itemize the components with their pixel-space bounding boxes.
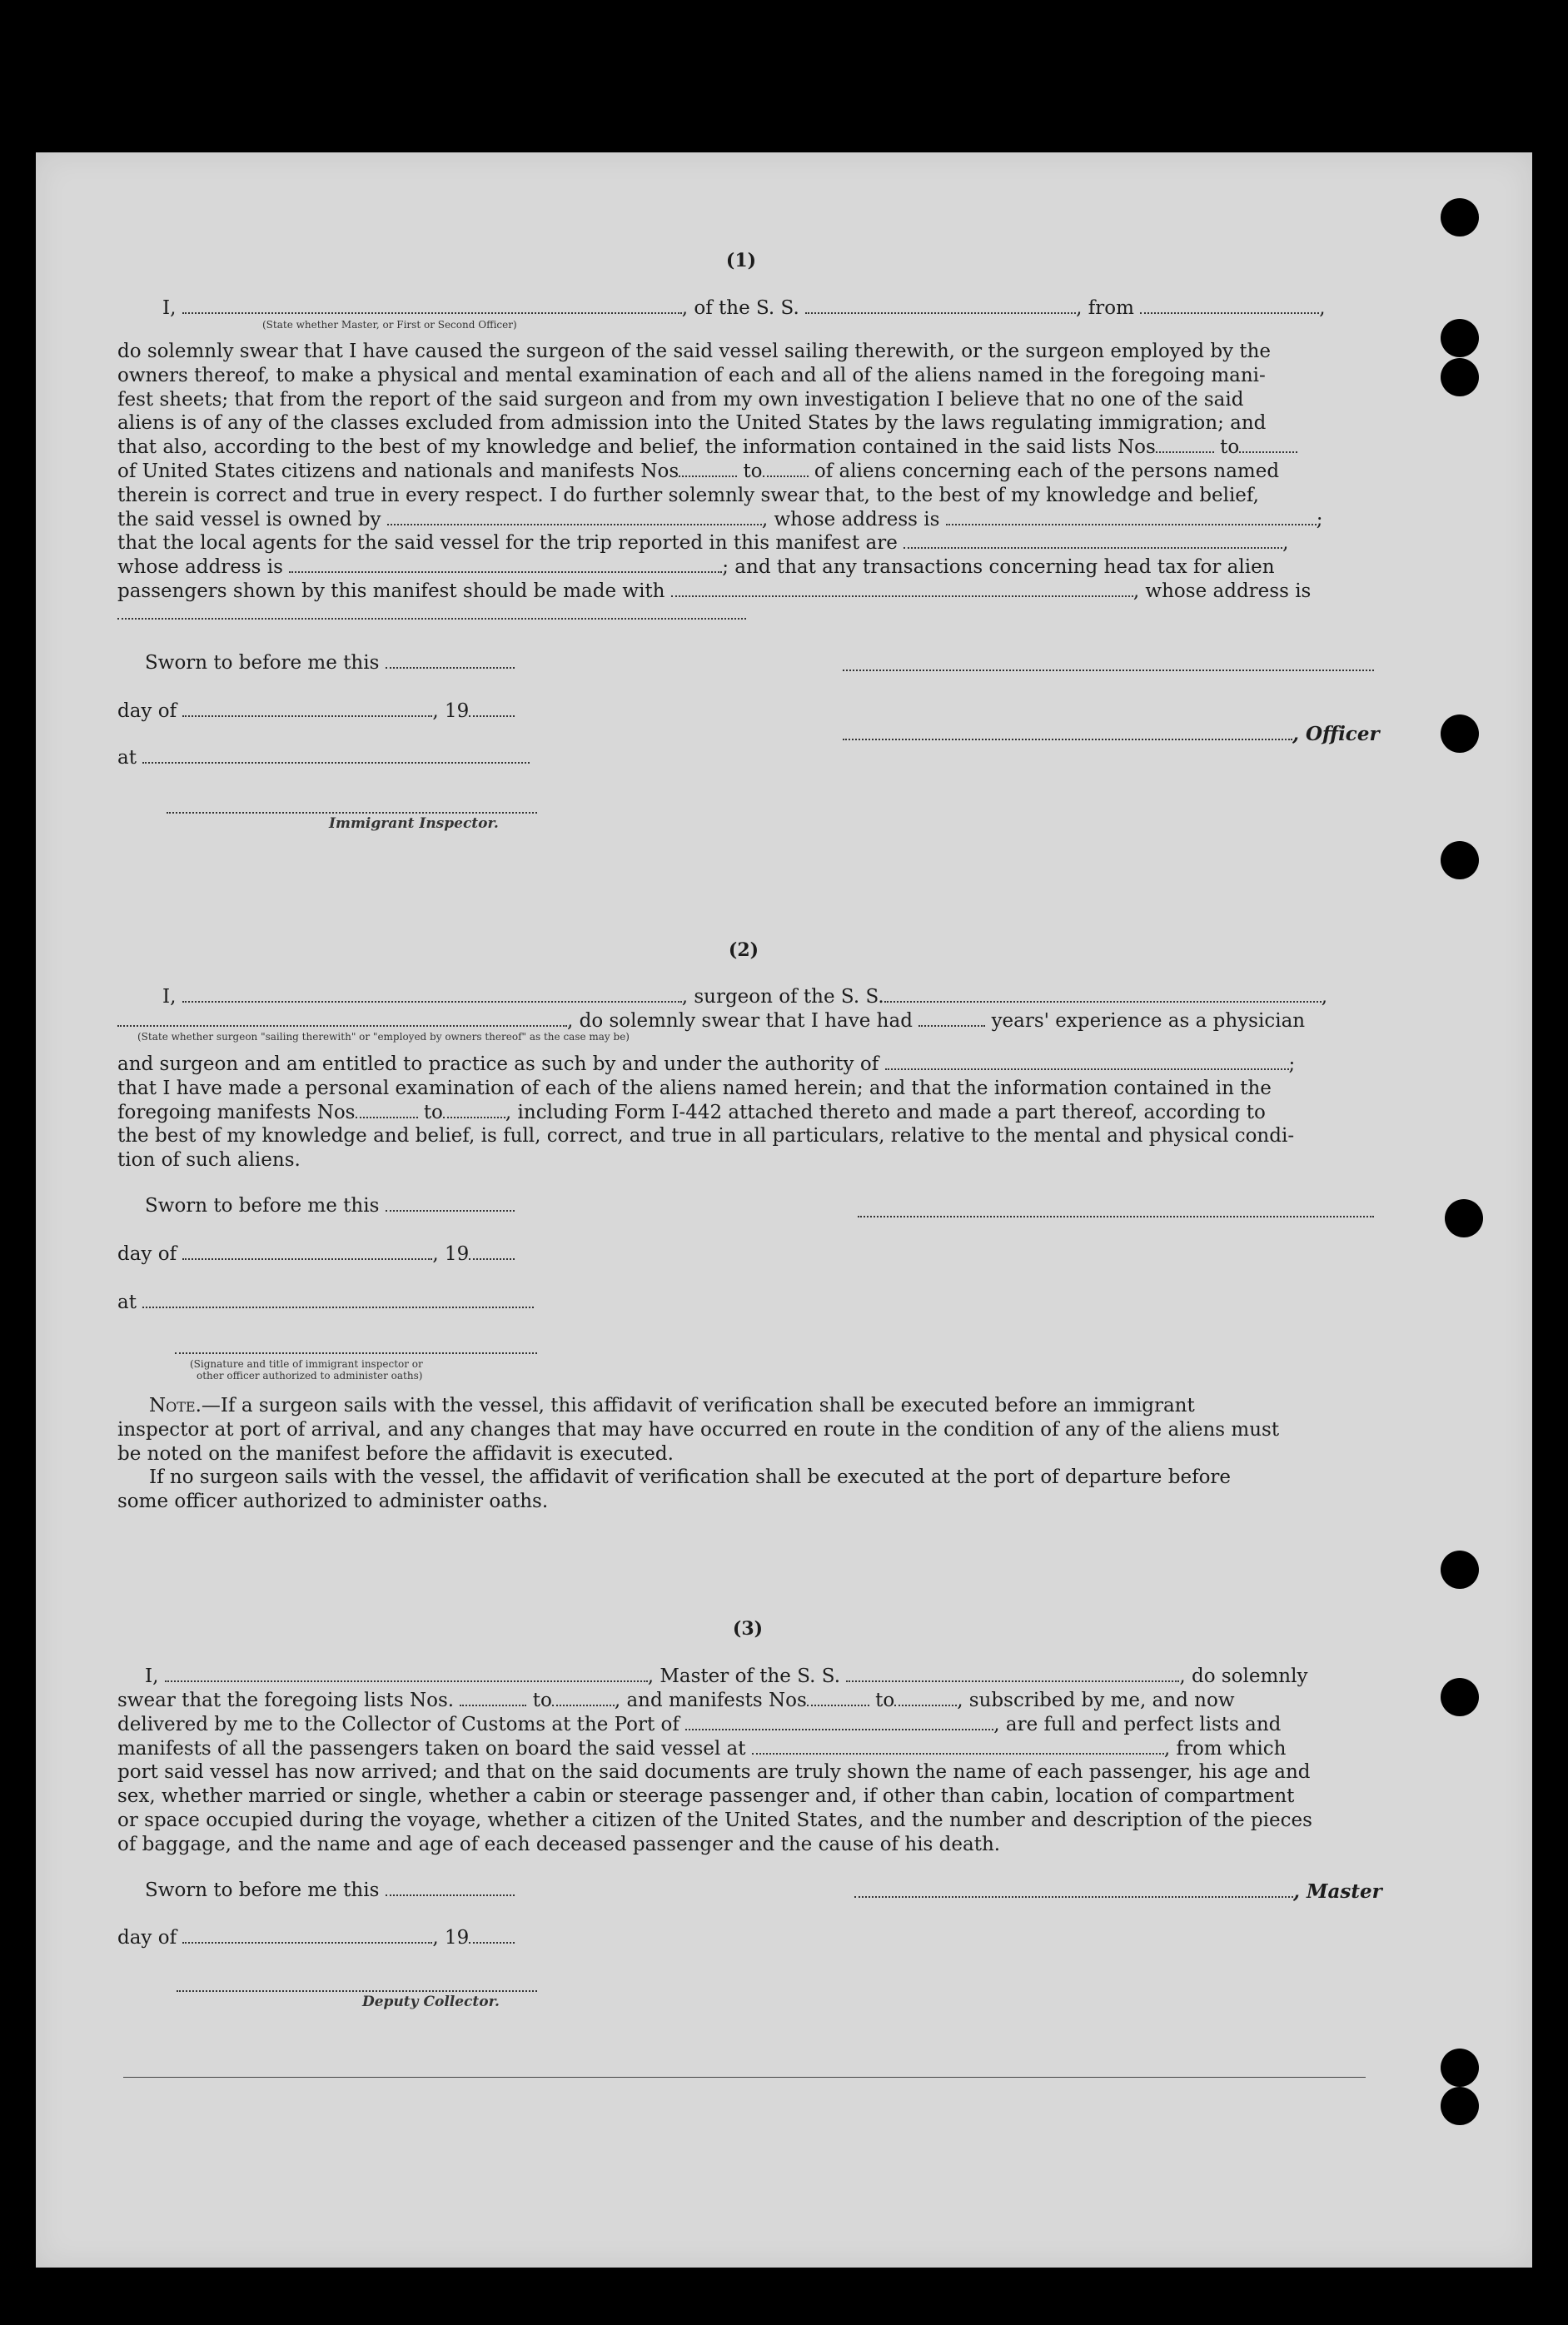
binder-hole: [1441, 1551, 1479, 1589]
s1-inspector-line[interactable]: [167, 812, 537, 814]
s3-boarding-port-field[interactable]: [752, 1740, 1164, 1755]
s2-inspector-line[interactable]: [175, 1352, 537, 1354]
s3-master-sig: , Master: [854, 1880, 1382, 1904]
s1-officer-hint: (State whether Master, or First or Second Officer): [262, 319, 517, 331]
binder-hole: [1441, 198, 1479, 236]
binder-hole: [1441, 2049, 1479, 2087]
s1-sworn: Sworn to before me this: [145, 651, 515, 675]
s2-note: Note.—If a surgeon sails with the vessel, this affidavit of verification shall be executed before an immigrant inspector at port of arrival, and any changes that may have occurred en route in the condition of any of the aliens must be noted on the manifest before the affidavit is executed. If no surgeon sails with the vessel, the affidavit of verification shall be executed at the port of departure before some officer authorized to administer oaths.: [117, 1395, 1280, 1513]
s3-sworn: Sworn to before me this: [145, 1879, 515, 1902]
binder-hole: [1441, 1678, 1479, 1716]
s3-collector-label: Deputy Collector.: [362, 1994, 500, 2010]
s2-at: at: [117, 1291, 534, 1314]
s1-from-field[interactable]: [1140, 297, 1319, 314]
s1-line-1: I, , of the S. S. , from ,: [162, 297, 1326, 319]
s1-officer-sig: , Officer: [843, 723, 1380, 746]
s2-sig-hint-1: (Signature and title of immigrant inspector or: [190, 1358, 423, 1370]
s2-paragraph: and surgeon and am entitled to practice as such by and under the authority of ; that I have made a personal examination of each of the aliens named herein; and that the information contained in the foregoing manifests Nos to , including Form I-442 attached thereto and made a part thereof, according to the best of my knowledge and belief, is full, correct, and true in all particulars, relative to the mental and physical condi- tion of such aliens.: [117, 1053, 1296, 1172]
binder-hole: [1441, 358, 1479, 396]
s1-owner-field[interactable]: [387, 510, 762, 525]
binder-hole: [1441, 714, 1479, 753]
s1-name-field[interactable]: [182, 297, 682, 314]
binder-hole: [1441, 2087, 1479, 2125]
s2-sig-hint-2: other officer authorized to administer oaths): [197, 1370, 423, 1382]
binder-hole: [1441, 319, 1479, 357]
binder-hole: [1445, 1199, 1483, 1237]
section-2-number: (2): [728, 939, 759, 961]
s1-vessel-field[interactable]: [805, 297, 1076, 314]
s2-name-field[interactable]: [182, 986, 682, 1003]
s3-name-field[interactable]: [165, 1665, 648, 1682]
s2-line-1: I, , surgeon of the S. S. ,: [162, 986, 1328, 1008]
s1-at: at: [117, 746, 530, 769]
s1-day-of: day of , 19: [117, 699, 515, 723]
section-1-number: (1): [725, 250, 757, 271]
s1-paragraph: do solemnly swear that I have caused the surgeon of the said vessel sailing therewith, or the surgeon employed by the owners thereof, to make a physical and mental examination of each and all of the aliens named in the foregoing mani- fest sheets; that from the report of the said surgeon and from my own investigation I believe that no one of the said aliens is of any of the classes excluded from admission into the United States by the laws regulating immigration; and that also, according to the best of my knowledge and belief, the information contained in the said lists Nos to of United States citizens and nationals and manifests Nos to of aliens concerning each of the persons named therein is correct and true in every respect. I do further solemnly swear that, to the best of my knowledge and belief, the said vessel is owned by , whose address is ; that the local agents for the said vessel for the trip reported in this manifest are , whose address is ; and that any transactions concerning head tax for alien passengers shown by this manifest should be made with , whose address is: [117, 341, 1323, 602]
binder-hole: [1441, 841, 1479, 879]
s2-line-2: , do solemnly swear that I have had years' experience as a physician: [117, 1009, 1305, 1033]
s2-sworn: Sworn to before me this: [145, 1194, 515, 1217]
s3-port-field[interactable]: [685, 1715, 993, 1730]
bottom-rule: [123, 2077, 1366, 2078]
s1-agents-field[interactable]: [903, 534, 1282, 549]
section-3-number: (3): [732, 1618, 764, 1640]
s2-years-field[interactable]: [918, 1010, 985, 1027]
s1-officer-sig-line[interactable]: [843, 670, 1374, 671]
s3-collector-line[interactable]: [177, 1990, 537, 1992]
s1-inspector-label: Immigrant Inspector.: [329, 815, 499, 832]
s3-day-of: day of , 19: [117, 1926, 515, 1949]
s1-headtax-field[interactable]: [671, 582, 1133, 597]
s2-authority-field[interactable]: [885, 1055, 1289, 1070]
s2-vessel-field[interactable]: [884, 986, 1322, 1003]
s2-sig-line[interactable]: [858, 1216, 1374, 1217]
s3-line-1: I, , Master of the S. S. , do solemnly: [145, 1665, 1308, 1687]
s2-day-of: day of , 19: [117, 1242, 515, 1266]
s2-surgeon-hint: (State whether surgeon "sailing therewith" or "employed by owners thereof" as the case may be): [137, 1031, 630, 1043]
s1-address-line[interactable]: [117, 618, 746, 620]
s3-vessel-field[interactable]: [846, 1665, 1179, 1682]
s3-paragraph: swear that the foregoing lists Nos. to , and manifests Nos to , subscribed by me, and now delivered by me to the Collector of Customs at the Port of , are full and perfect lists and manifests of all the passengers taken on board the said vessel at , from which port said vessel has now arrived; and that on the said documents are truly shown the name of each passenger, his age and sex, whether married or single, whether a cabin or steerage passenger and, if other than cabin, location of compartment or space occupied during the voyage, whether a citizen of the United States, and the number and description of the pieces of baggage, and the name and age of each deceased passenger and the cause of his death.: [117, 1690, 1312, 1855]
